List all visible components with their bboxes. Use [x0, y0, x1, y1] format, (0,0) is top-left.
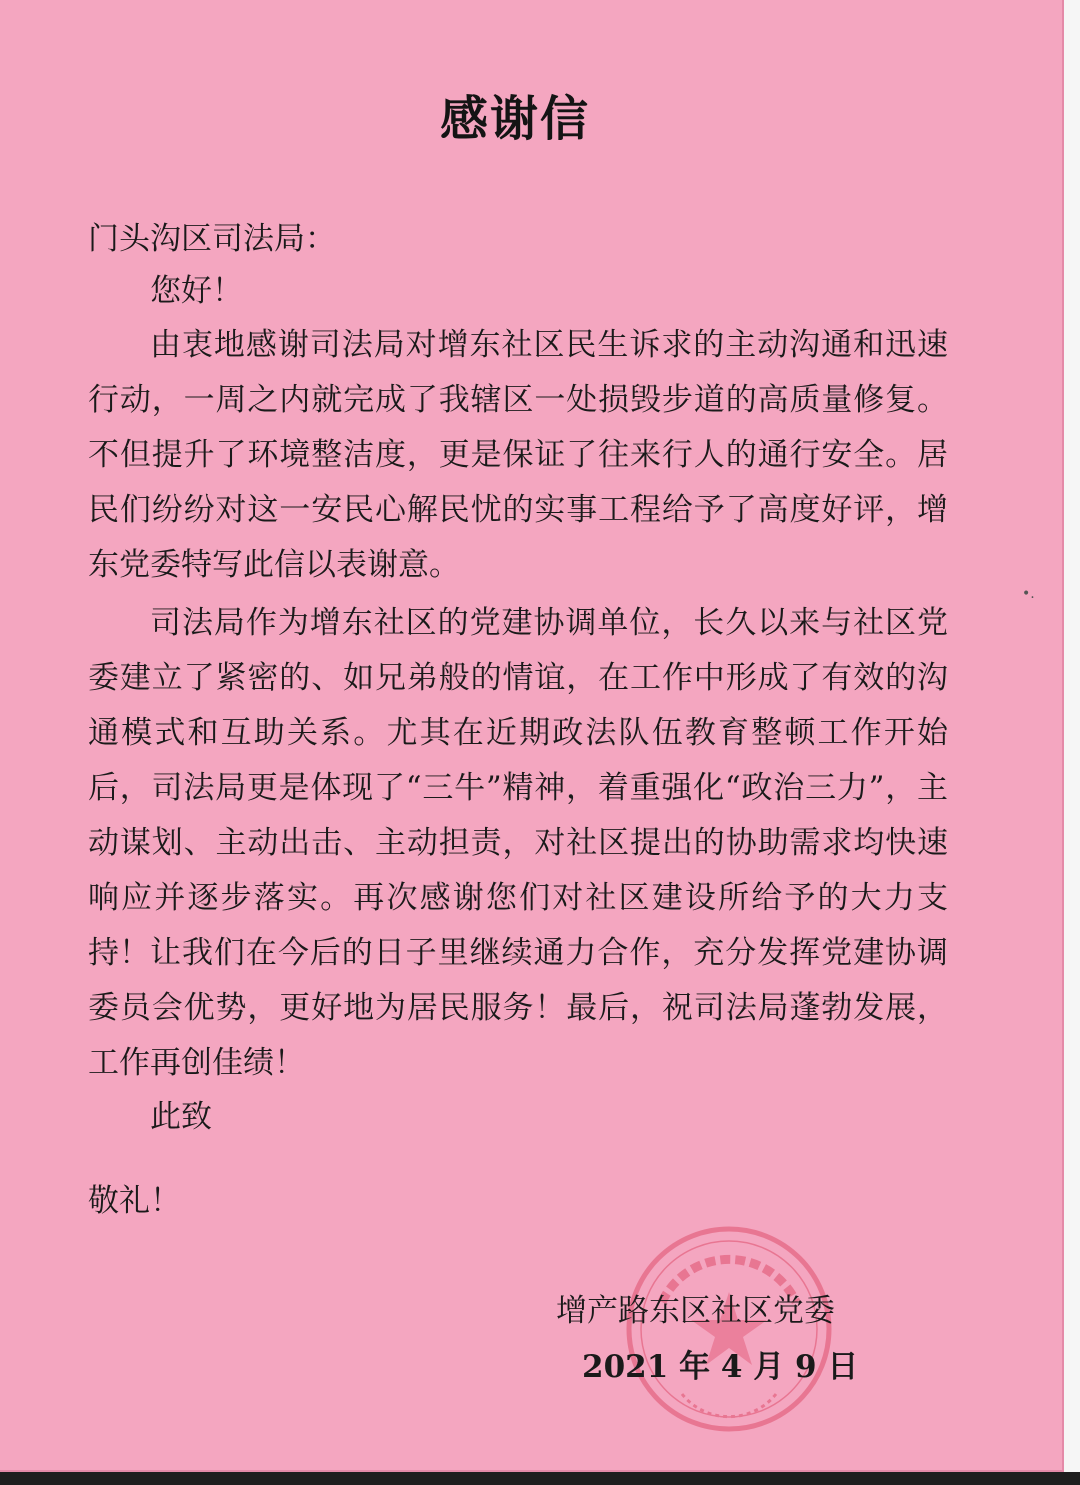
letter-paragraph-3: 让我们在今后的日子里继续通力合作，充分发挥党建协调委员会优势，更好地为居民服务！最后，祝司法局蓬勃发展，工作再创佳绩！	[88, 935, 948, 1081]
letter-paragraph-1: 由衷地感谢司法局对增东社区民生诉求的主动沟通和迅速行动，一周之内就完成了我辖区一处损毁步道的高质量修复。不但提升了环境整洁度，更是保证了往来行人的通行安全。居民们纷纷对这一安民心解民忧的实事工程给予了高度好评，增东党委特写此信以表谢意。	[88, 327, 948, 583]
letter-title: 感谢信	[439, 91, 590, 147]
letter-signer: 增产路东区社区党委	[556, 1293, 835, 1329]
letter-closing-1: 此致	[150, 1099, 212, 1135]
paper-speck-mark: •.	[1022, 586, 1035, 602]
letter-greeting: 您好！	[150, 273, 243, 309]
scan-margin-bottom	[0, 1472, 1080, 1485]
letter-paragraph-2: 司法局作为增东社区的党建协调单位，长久以来与社区党委建立了紧密的、如兄弟般的情谊，在工作中形成了有效的沟通模式和互助关系。尤其在近期政法队伍教育整顿工作开始后，司法局更是体现了“三牛”精神，着重强化“政治三力”，主动谋划、主动出击、主动担责，对社区提出的协助需求均快速响应并逐步落实。再次感谢您们对社区建设所给予的大力支持！	[88, 605, 948, 971]
letter-closing-2: 敬礼！	[88, 1183, 181, 1219]
letter-salutation: 门头沟区司法局：	[88, 221, 336, 257]
letter-date: 2021 年 4 月 9 日	[582, 1349, 859, 1385]
scan-margin-right	[1064, 0, 1080, 1472]
